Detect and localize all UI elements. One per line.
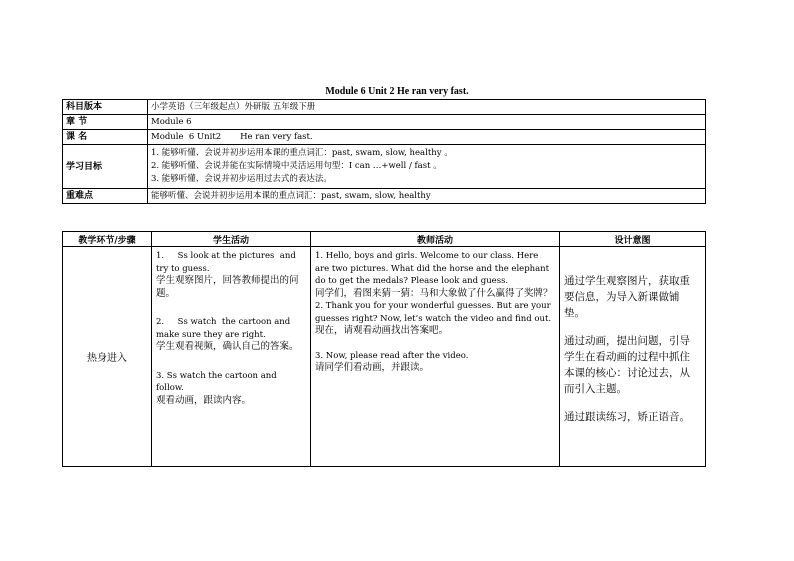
student-step-cn: 学生观看视频，确认自己的答案。 <box>156 341 299 352</box>
chapter-row <box>63 115 706 130</box>
header-design-intent: 设计意图 <box>560 232 706 247</box>
subject-value: 小学英语（三年级起点）外研版 五年级下册 <box>148 100 706 115</box>
student-step: 2. Ss watch the cartoon and make sure they are right. <box>156 317 293 340</box>
teacher-activity-cell <box>311 247 560 467</box>
teaching-process-table <box>62 231 706 467</box>
design-note: 通过学生观察图片，获取重要信息，为导入新课做铺垫。 <box>564 275 690 319</box>
key-points-row <box>63 189 706 204</box>
objectives-list <box>148 145 706 189</box>
lesson-info-table <box>62 99 706 204</box>
header-teacher-activity: 教师活动 <box>311 232 560 247</box>
key-points-value: 能够听懂、会说并初步运用本课的重点词汇：past, swam, slow, healthy <box>148 189 706 204</box>
table-row <box>63 247 706 467</box>
objectives-label: 学习目标 <box>63 145 148 189</box>
table-header-row <box>63 232 706 247</box>
header-stage: 教学环节/步骤 <box>63 232 152 247</box>
document-title: Module 6 Unit 2 He ran very fast. <box>325 86 469 97</box>
student-step-cn: 学生观察图片，回答教师提出的问题。 <box>156 275 299 299</box>
student-step-cn: 观看动画，跟读内容。 <box>156 394 252 406</box>
design-note: 通过跟读练习，矫正语音。 <box>564 411 690 423</box>
lesson-value: Module 6 Unit2 He ran very fast. <box>148 130 706 145</box>
objective-item: 3. 能够听懂、会说并初步运用过去式的表达法。 <box>151 174 332 184</box>
teacher-step-cn: 请同学们看动画，并跟读。 <box>315 362 430 373</box>
objective-item: 2. 能够听懂、会说并能在实际情境中灵活运用句型：I can …+well / fast 。 <box>151 161 442 171</box>
chapter-value: Module 6 <box>148 115 706 130</box>
chapter-label: 章 节 <box>63 115 148 130</box>
subject-label: 科目版本 <box>63 100 148 115</box>
key-points-label: 重难点 <box>63 189 148 204</box>
lesson-label: 课 名 <box>63 130 148 145</box>
header-student-activity: 学生活动 <box>152 232 311 247</box>
objectives-row <box>63 145 706 189</box>
teacher-step: 1. Hello, boys and girls. Welcome to our class. Here are two pictures. What did the horse and the elephant do to get the medals? Please look and guess. <box>315 251 550 286</box>
stage-cell: 热身进入 <box>63 247 152 467</box>
lesson-row <box>63 130 706 145</box>
design-intent-cell <box>560 247 706 467</box>
design-note: 通过动画，提出问题，引导学生在看动画的过程中抓住本课的核心：讨论过去，从而引入主题。 <box>564 335 690 395</box>
subject-row <box>63 100 706 115</box>
objective-item: 1. 能够听懂、会说并初步运用本课的重点词汇：past, swam, slow, healthy 。 <box>151 148 453 158</box>
teacher-step: 3. Now, please read after the video. <box>315 350 469 361</box>
student-step: 1. Ss look at the pictures and try to guess. <box>156 251 302 274</box>
teacher-step: 2. Thank you for your wonderful guesses. But are your guesses right? Now, let’s watch the video and find out. <box>315 301 552 324</box>
teacher-step-cn: 同学们，看图来猜一猜：马和大象做了什么赢得了奖牌？ <box>315 287 553 299</box>
teacher-step-cn: 现在，请观看动画找出答案吧。 <box>315 325 449 336</box>
student-activity-cell <box>152 247 311 467</box>
student-step: 3. Ss watch the cartoon and follow. <box>156 370 277 393</box>
